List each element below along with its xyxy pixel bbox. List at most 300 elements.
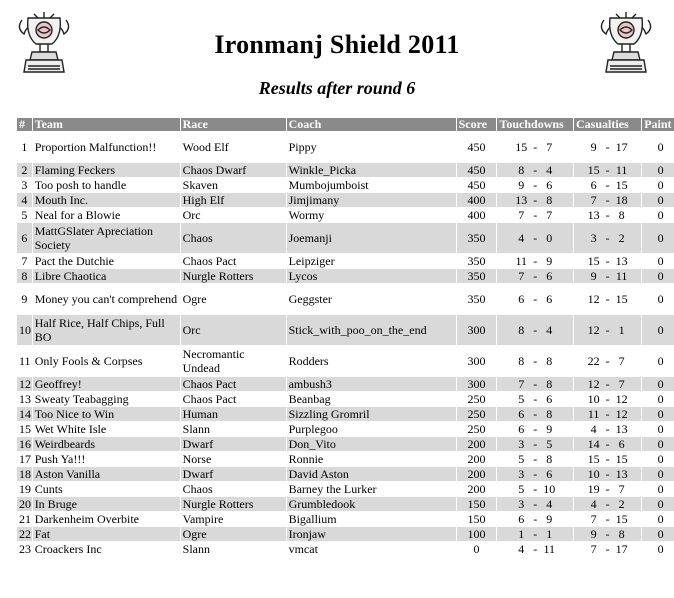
cell-paint: 0 bbox=[657, 542, 664, 556]
touchdowns-for: 5 bbox=[518, 392, 525, 406]
cell-casualties bbox=[574, 512, 641, 526]
casualties-for: 12 bbox=[587, 377, 600, 391]
touchdowns-against: 4 bbox=[546, 497, 553, 511]
cell-rank: 21 bbox=[19, 512, 31, 526]
casualties-for: 7 bbox=[590, 542, 597, 556]
cell-team: Cunts bbox=[34, 482, 63, 496]
separator: - bbox=[605, 140, 610, 154]
cell-touchdowns bbox=[497, 512, 573, 526]
cell-paint: 0 bbox=[642, 527, 674, 541]
casualties-against: 15 bbox=[615, 512, 628, 526]
cell-score: 250 bbox=[467, 392, 486, 406]
separator: - bbox=[533, 163, 538, 177]
casualties-for: 12 bbox=[587, 323, 600, 337]
cell-race: Chaos bbox=[181, 223, 286, 253]
touchdowns-against: 8 bbox=[546, 407, 553, 421]
cell-casualties bbox=[574, 346, 641, 376]
casualties-against: 12 bbox=[615, 407, 628, 421]
touchdowns-for: 11 bbox=[515, 254, 528, 268]
cell-rank: 15 bbox=[19, 422, 31, 436]
cell-score: 300 bbox=[467, 354, 486, 368]
cell-touchdowns bbox=[497, 223, 573, 253]
separator: - bbox=[605, 292, 610, 306]
touchdowns-for: 8 bbox=[518, 163, 525, 177]
touchdowns-for: 15 bbox=[515, 140, 528, 154]
cell-paint: 0 bbox=[657, 292, 664, 306]
cell-rank: 5 bbox=[21, 208, 28, 222]
casualties-against: 1 bbox=[618, 323, 625, 337]
touchdowns-for: 4 bbox=[518, 231, 525, 245]
cell-score: 450 bbox=[467, 140, 486, 154]
cell-score: 400 bbox=[457, 193, 497, 207]
cell-rank: 2 bbox=[17, 163, 32, 177]
cell-score: 350 bbox=[457, 223, 497, 253]
cell-casualties bbox=[574, 254, 641, 268]
table-row bbox=[17, 512, 674, 526]
table-row bbox=[17, 163, 674, 177]
table-row bbox=[17, 467, 674, 481]
cell-race: Necromantic Undead bbox=[182, 347, 245, 375]
cell-rank: 22 bbox=[19, 527, 31, 541]
casualties-against: 11 bbox=[615, 269, 628, 283]
cell-rank: 13 bbox=[19, 392, 31, 406]
casualties-against: 13 bbox=[615, 422, 628, 436]
table-row bbox=[17, 452, 674, 466]
separator: - bbox=[533, 512, 538, 526]
separator: - bbox=[533, 377, 538, 391]
cell-race: Vampire bbox=[182, 512, 224, 526]
cell-team: Money you can't comprehend bbox=[34, 292, 178, 306]
separator: - bbox=[605, 452, 610, 466]
cell-team: Weirdbeards bbox=[33, 437, 180, 451]
table-row bbox=[17, 269, 674, 283]
cell-coach: Lycos bbox=[287, 269, 456, 283]
column-header-rank: # bbox=[17, 118, 32, 131]
cell-casualties bbox=[574, 467, 641, 481]
cell-coach: ambush3 bbox=[287, 377, 456, 391]
touchdowns-against: 8 bbox=[546, 193, 553, 207]
touchdowns-for: 6 bbox=[518, 512, 525, 526]
casualties-for: 10 bbox=[587, 467, 600, 481]
table-row bbox=[17, 315, 674, 345]
cell-race: Ogre bbox=[182, 292, 207, 306]
casualties-for: 9 bbox=[590, 140, 597, 154]
casualties-for: 4 bbox=[590, 497, 597, 511]
touchdowns-for: 7 bbox=[518, 377, 525, 391]
touchdowns-for: 5 bbox=[518, 452, 525, 466]
cell-coach: Pippy bbox=[288, 140, 317, 154]
separator: - bbox=[605, 178, 610, 192]
separator: - bbox=[605, 542, 610, 556]
separator: - bbox=[605, 467, 610, 481]
cell-casualties bbox=[574, 132, 641, 162]
separator: - bbox=[605, 497, 610, 511]
cell-score: 200 bbox=[457, 437, 497, 451]
cell-touchdowns bbox=[497, 178, 573, 192]
cell-coach: Sizzling Gromril bbox=[287, 407, 456, 421]
separator: - bbox=[605, 269, 610, 283]
cell-paint: 0 bbox=[657, 140, 664, 154]
cell-team: Neal for a Blowie bbox=[34, 208, 121, 222]
casualties-against: 7 bbox=[618, 482, 625, 496]
cell-score: 350 bbox=[467, 292, 486, 306]
cell-team: Geoffrey! bbox=[33, 377, 180, 391]
separator: - bbox=[533, 437, 538, 451]
table-row bbox=[17, 178, 674, 192]
cell-paint: 0 bbox=[657, 452, 664, 466]
casualties-against: 11 bbox=[615, 163, 628, 177]
casualties-for: 7 bbox=[590, 512, 597, 526]
cell-touchdowns bbox=[497, 437, 573, 451]
separator: - bbox=[533, 542, 538, 556]
cell-team: In Bruge bbox=[33, 497, 180, 511]
separator: - bbox=[605, 422, 610, 436]
touchdowns-for: 6 bbox=[518, 292, 525, 306]
separator: - bbox=[605, 231, 610, 245]
cell-race: Dwarf bbox=[181, 437, 286, 451]
separator: - bbox=[533, 269, 538, 283]
casualties-against: 8 bbox=[618, 208, 625, 222]
separator: - bbox=[605, 377, 610, 391]
separator: - bbox=[533, 140, 538, 154]
cell-paint: 0 bbox=[642, 223, 674, 253]
separator: - bbox=[605, 163, 610, 177]
table-row bbox=[17, 284, 674, 314]
touchdowns-against: 8 bbox=[546, 377, 553, 391]
casualties-for: 7 bbox=[590, 193, 597, 207]
separator: - bbox=[533, 193, 538, 207]
casualties-for: 15 bbox=[587, 163, 600, 177]
cell-team: Libre Chaotica bbox=[33, 269, 180, 283]
cell-touchdowns bbox=[497, 527, 573, 541]
cell-rank: 8 bbox=[17, 269, 32, 283]
cell-team: Pact the Dutchie bbox=[34, 254, 114, 268]
table-header-row bbox=[17, 118, 674, 131]
touchdowns-for: 6 bbox=[518, 407, 525, 421]
touchdowns-against: 9 bbox=[546, 512, 553, 526]
cell-team: Mouth Inc. bbox=[33, 193, 180, 207]
casualties-against: 13 bbox=[615, 254, 628, 268]
touchdowns-against: 4 bbox=[546, 163, 553, 177]
casualties-for: 12 bbox=[587, 292, 600, 306]
table-row bbox=[17, 132, 674, 162]
cell-team: Flaming Feckers bbox=[33, 163, 180, 177]
separator: - bbox=[533, 354, 538, 368]
cell-coach: Mumbojumboist bbox=[288, 178, 369, 192]
touchdowns-against: 0 bbox=[546, 231, 553, 245]
touchdowns-for: 7 bbox=[518, 208, 525, 222]
cell-casualties bbox=[574, 497, 641, 511]
separator: - bbox=[533, 392, 538, 406]
cell-rank: 9 bbox=[21, 292, 28, 306]
cell-touchdowns bbox=[497, 284, 573, 314]
cell-paint: 0 bbox=[642, 407, 674, 421]
cell-touchdowns bbox=[497, 482, 573, 496]
separator: - bbox=[605, 437, 610, 451]
touchdowns-for: 3 bbox=[518, 467, 525, 481]
cell-touchdowns bbox=[497, 269, 573, 283]
casualties-against: 7 bbox=[618, 354, 625, 368]
cell-coach: Joemanji bbox=[287, 223, 456, 253]
cell-casualties bbox=[574, 482, 641, 496]
touchdowns-against: 9 bbox=[546, 422, 553, 436]
separator: - bbox=[533, 323, 538, 337]
casualties-against: 13 bbox=[615, 467, 628, 481]
cell-paint: 0 bbox=[642, 163, 674, 177]
separator: - bbox=[605, 527, 610, 541]
cell-race: Dwarf bbox=[181, 467, 286, 481]
cell-casualties bbox=[574, 284, 641, 314]
cell-paint: 0 bbox=[657, 178, 664, 192]
table-row bbox=[17, 377, 674, 391]
results-table-wrapper bbox=[16, 117, 674, 587]
separator: - bbox=[605, 482, 610, 496]
separator: - bbox=[533, 527, 538, 541]
separator: - bbox=[533, 208, 538, 222]
casualties-for: 13 bbox=[587, 208, 600, 222]
casualties-against: 12 bbox=[615, 392, 628, 406]
separator: - bbox=[533, 452, 538, 466]
cell-rank: 4 bbox=[17, 193, 32, 207]
cell-team: MattGSlater Apreciation Society bbox=[33, 223, 180, 253]
cell-paint: 0 bbox=[642, 497, 674, 511]
cell-paint: 0 bbox=[642, 377, 674, 391]
cell-race: Slann bbox=[182, 422, 210, 436]
cell-rank: 6 bbox=[17, 223, 32, 253]
touchdowns-for: 3 bbox=[518, 437, 525, 451]
cell-team: Aston Vanilla bbox=[33, 467, 180, 481]
touchdowns-for: 9 bbox=[518, 178, 525, 192]
column-header-team: Team bbox=[33, 118, 180, 131]
cell-score: 450 bbox=[467, 178, 486, 192]
table-row bbox=[17, 482, 674, 496]
cell-casualties bbox=[574, 527, 641, 541]
casualties-for: 4 bbox=[590, 422, 597, 436]
table-row bbox=[17, 223, 674, 253]
cell-touchdowns bbox=[497, 132, 573, 162]
cell-casualties bbox=[574, 208, 641, 222]
casualties-against: 2 bbox=[618, 231, 625, 245]
cell-touchdowns bbox=[497, 346, 573, 376]
touchdowns-against: 1 bbox=[546, 527, 553, 541]
casualties-for: 15 bbox=[587, 452, 600, 466]
casualties-against: 15 bbox=[615, 292, 628, 306]
casualties-for: 9 bbox=[590, 269, 597, 283]
casualties-against: 17 bbox=[615, 140, 628, 154]
cell-rank: 14 bbox=[19, 407, 31, 421]
separator: - bbox=[533, 467, 538, 481]
cell-casualties bbox=[574, 437, 641, 451]
column-header-touchdowns: Touchdowns bbox=[497, 118, 573, 131]
column-header-paint: Paint bbox=[642, 118, 674, 131]
cell-touchdowns bbox=[497, 377, 573, 391]
cell-coach: Don_Vito bbox=[287, 437, 456, 451]
cell-team: Proportion Malfunction!! bbox=[34, 140, 157, 154]
casualties-for: 11 bbox=[587, 407, 600, 421]
separator: - bbox=[533, 178, 538, 192]
cell-race: Chaos Pact bbox=[182, 392, 237, 406]
touchdowns-against: 6 bbox=[546, 392, 553, 406]
column-header-casualties: Casualties bbox=[574, 118, 641, 131]
cell-race: High Elf bbox=[181, 193, 286, 207]
cell-paint: 0 bbox=[642, 269, 674, 283]
cell-paint: 0 bbox=[657, 392, 664, 406]
casualties-against: 8 bbox=[618, 527, 625, 541]
cell-casualties bbox=[574, 163, 641, 177]
cell-coach: Stick_with_poo_on_the_end bbox=[287, 315, 456, 345]
separator: - bbox=[605, 512, 610, 526]
separator: - bbox=[605, 407, 610, 421]
cell-race: Chaos Pact bbox=[181, 377, 286, 391]
cell-score: 300 bbox=[457, 377, 497, 391]
cell-score: 200 bbox=[467, 482, 486, 496]
cell-paint: 0 bbox=[657, 354, 664, 368]
cell-coach: Beanbag bbox=[288, 392, 331, 406]
cell-paint: 0 bbox=[657, 254, 664, 268]
cell-casualties bbox=[574, 542, 641, 556]
cell-race: Wood Elf bbox=[182, 140, 229, 154]
column-header-coach: Coach bbox=[287, 118, 456, 131]
separator: - bbox=[533, 407, 538, 421]
cell-team: Only Fools & Corpses bbox=[34, 354, 143, 368]
separator: - bbox=[533, 482, 538, 496]
cell-touchdowns bbox=[497, 542, 573, 556]
cell-rank: 10 bbox=[17, 315, 32, 345]
cell-casualties bbox=[574, 315, 641, 345]
cell-touchdowns bbox=[497, 422, 573, 436]
cell-coach: Ironjaw bbox=[287, 527, 456, 541]
touchdowns-for: 7 bbox=[518, 269, 525, 283]
casualties-against: 6 bbox=[618, 437, 625, 451]
cell-score: 450 bbox=[457, 163, 497, 177]
casualties-for: 9 bbox=[590, 527, 597, 541]
cell-coach: Ronnie bbox=[288, 452, 324, 466]
cell-coach: David Aston bbox=[287, 467, 456, 481]
cell-score: 0 bbox=[473, 542, 480, 556]
cell-score: 350 bbox=[457, 269, 497, 283]
table-row bbox=[17, 437, 674, 451]
cell-race: Chaos Pact bbox=[182, 254, 237, 268]
casualties-for: 6 bbox=[590, 178, 597, 192]
cell-score: 250 bbox=[467, 422, 486, 436]
cell-casualties bbox=[574, 392, 641, 406]
touchdowns-for: 8 bbox=[518, 354, 525, 368]
cell-rank: 16 bbox=[19, 437, 31, 451]
casualties-against: 17 bbox=[615, 542, 628, 556]
results-table bbox=[16, 117, 674, 557]
table-row bbox=[17, 254, 674, 268]
table-row bbox=[17, 208, 674, 222]
casualties-against: 7 bbox=[618, 377, 625, 391]
cell-casualties bbox=[574, 269, 641, 283]
casualties-for: 10 bbox=[587, 392, 600, 406]
cell-casualties bbox=[574, 407, 641, 421]
separator: - bbox=[533, 254, 538, 268]
cell-team: Too Nice to Win bbox=[33, 407, 180, 421]
cell-coach: Bigallium bbox=[288, 512, 337, 526]
cell-paint: 0 bbox=[657, 208, 664, 222]
cell-rank: 17 bbox=[19, 452, 31, 466]
cell-paint: 0 bbox=[657, 482, 664, 496]
cell-paint: 0 bbox=[642, 437, 674, 451]
cell-casualties bbox=[574, 193, 641, 207]
page-subtitle: Results after round 6 bbox=[258, 78, 416, 98]
cell-team: Sweaty Teabagging bbox=[34, 392, 129, 406]
touchdowns-against: 7 bbox=[546, 208, 553, 222]
casualties-against: 15 bbox=[615, 178, 628, 192]
cell-team: Push Ya!!! bbox=[34, 452, 86, 466]
separator: - bbox=[533, 497, 538, 511]
cell-team: Fat bbox=[33, 527, 180, 541]
touchdowns-against: 8 bbox=[546, 354, 553, 368]
touchdowns-for: 4 bbox=[518, 542, 525, 556]
cell-race: Skaven bbox=[182, 178, 218, 192]
page-title: Ironmanj Shield 2011 bbox=[214, 30, 460, 59]
casualties-against: 15 bbox=[615, 452, 628, 466]
touchdowns-against: 6 bbox=[546, 178, 553, 192]
separator: - bbox=[533, 231, 538, 245]
cell-paint: 0 bbox=[657, 422, 664, 436]
cell-team: Too posh to handle bbox=[34, 178, 127, 192]
separator: - bbox=[605, 254, 610, 268]
casualties-for: 3 bbox=[590, 231, 597, 245]
cell-score: 200 bbox=[457, 467, 497, 481]
cell-rank: 1 bbox=[21, 140, 28, 154]
cell-paint: 0 bbox=[657, 512, 664, 526]
cell-touchdowns bbox=[497, 315, 573, 345]
cell-score: 200 bbox=[467, 452, 486, 466]
cell-rank: 23 bbox=[19, 542, 31, 556]
table-row bbox=[17, 527, 674, 541]
cell-score: 300 bbox=[457, 315, 497, 345]
cell-race: Ogre bbox=[181, 527, 286, 541]
casualties-for: 15 bbox=[587, 254, 600, 268]
touchdowns-against: 6 bbox=[546, 269, 553, 283]
cell-rank: 20 bbox=[19, 497, 31, 511]
cell-coach: Rodders bbox=[288, 354, 329, 368]
cell-team: Wet White Isle bbox=[34, 422, 107, 436]
cell-rank: 7 bbox=[21, 254, 28, 268]
cell-touchdowns bbox=[497, 193, 573, 207]
cell-race: Human bbox=[181, 407, 286, 421]
touchdowns-against: 6 bbox=[546, 467, 553, 481]
cell-touchdowns bbox=[497, 407, 573, 421]
cell-coach: Grumbledook bbox=[287, 497, 456, 511]
table-row bbox=[17, 392, 674, 406]
touchdowns-for: 6 bbox=[518, 422, 525, 436]
table-row bbox=[17, 346, 674, 376]
cell-score: 350 bbox=[467, 254, 486, 268]
table-row bbox=[17, 497, 674, 511]
cell-paint: 0 bbox=[642, 467, 674, 481]
touchdowns-for: 3 bbox=[518, 497, 525, 511]
cell-touchdowns bbox=[497, 163, 573, 177]
cell-casualties bbox=[574, 223, 641, 253]
touchdowns-for: 8 bbox=[518, 323, 525, 337]
cell-touchdowns bbox=[497, 254, 573, 268]
separator: - bbox=[533, 422, 538, 436]
cell-coach: Winkle_Picka bbox=[287, 163, 456, 177]
touchdowns-against: 8 bbox=[546, 452, 553, 466]
cell-score: 400 bbox=[467, 208, 486, 222]
table-row bbox=[17, 542, 674, 556]
cell-race: Chaos Dwarf bbox=[181, 163, 286, 177]
separator: - bbox=[605, 208, 610, 222]
cell-race: Chaos bbox=[182, 482, 213, 496]
separator: - bbox=[605, 193, 610, 207]
separator: - bbox=[605, 392, 610, 406]
cell-rank: 3 bbox=[21, 178, 28, 192]
